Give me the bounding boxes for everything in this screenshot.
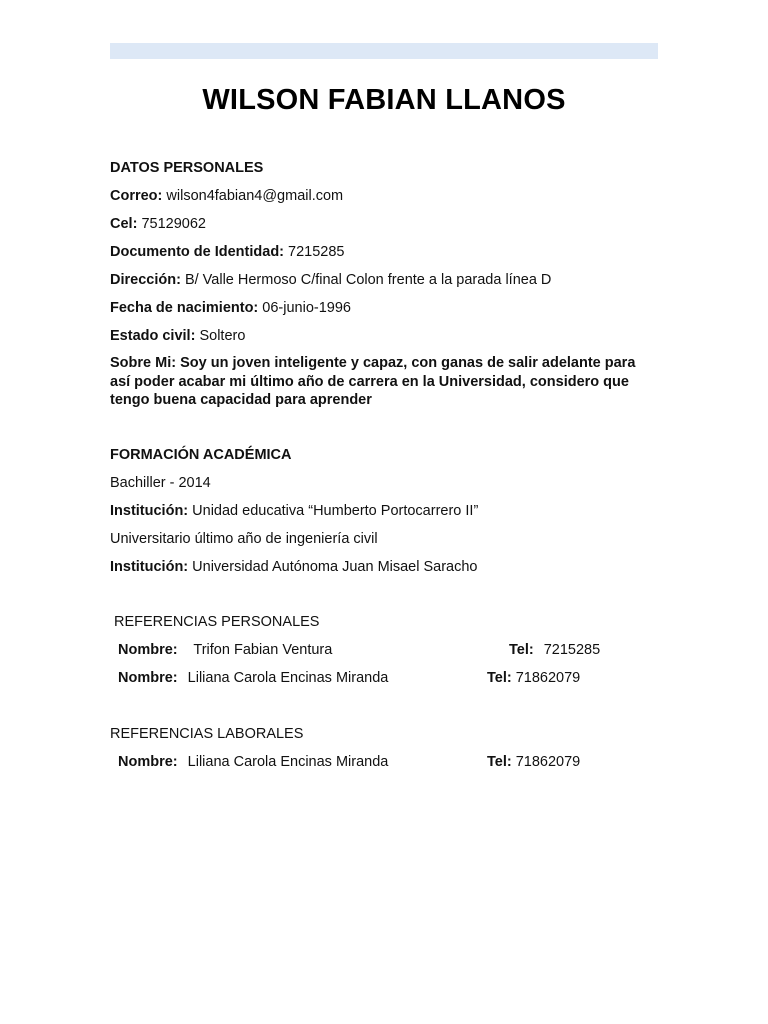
section-heading-personal: DATOS PERSONALES <box>110 160 264 176</box>
name-label: Nombre: <box>118 642 178 658</box>
personal-reference-1-tel: 7215285 <box>543 642 601 658</box>
tel-label: Tel: <box>487 754 512 770</box>
address-label: Dirección: <box>110 272 181 288</box>
personal-reference-2-name-row <box>118 669 388 687</box>
personal-reference-1-name: Trifon Fabian Ventura <box>193 642 333 658</box>
cel-row <box>110 215 206 233</box>
work-reference-1-tel: 71862079 <box>515 754 581 770</box>
address-row <box>110 271 551 289</box>
id-value: 7215285 <box>288 244 345 260</box>
name-label: Nombre: <box>118 670 178 686</box>
header-band <box>110 43 658 59</box>
tel-label: Tel: <box>509 642 534 658</box>
degree-2: Universitario último año de ingeniería civil <box>110 531 378 547</box>
civil-row <box>110 327 245 345</box>
institution-label: Institución: <box>110 503 189 519</box>
civil-label: Estado civil: <box>110 328 196 344</box>
work-reference-1-tel-row <box>487 753 580 771</box>
birth-value: 06-junio-1996 <box>262 300 351 316</box>
institution-2-value: Universidad Autónoma Juan Misael Saracho <box>192 559 478 575</box>
birth-row <box>110 299 351 317</box>
email-row <box>110 187 343 205</box>
cel-label: Cel: <box>110 216 138 232</box>
address-value: B/ Valle Hermoso C/final Colon frente a la parada línea D <box>184 272 552 288</box>
work-reference-1-name-row <box>118 753 388 771</box>
about-paragraph <box>110 354 640 410</box>
page-title: WILSON FABIAN LLANOS <box>202 84 566 116</box>
cel-value: 75129062 <box>141 216 206 232</box>
email-label: Correo: <box>110 188 163 204</box>
section-heading-work-references: REFERENCIAS LABORALES <box>110 726 304 742</box>
institution-1-value: Unidad educativa “Humberto Portocarrero II” <box>192 503 479 519</box>
id-row <box>110 243 344 261</box>
institution-1-row <box>110 502 478 520</box>
personal-reference-2-tel-row <box>487 669 580 687</box>
birth-label: Fecha de nacimiento: <box>110 300 259 316</box>
tel-label: Tel: <box>487 670 512 686</box>
personal-reference-1-name-row <box>118 641 332 659</box>
personal-reference-1-tel-row <box>509 641 600 659</box>
work-reference-1-name: Liliana Carola Encinas Miranda <box>187 754 389 770</box>
section-heading-education: FORMACIÓN ACADÉMICA <box>110 447 292 463</box>
about-label: Sobre Mi: <box>110 355 177 371</box>
degree-1: Bachiller - 2014 <box>110 475 211 491</box>
name-label: Nombre: <box>118 754 178 770</box>
about-value: Soy un joven inteligente y capaz, con ganas de salir adelante para así poder acabar mi último año de carrera en la Universidad, considero que tengo buena capacidad para aprender <box>110 355 636 408</box>
personal-reference-2-name: Liliana Carola Encinas Miranda <box>187 670 389 686</box>
institution-2-row <box>110 558 478 576</box>
personal-reference-2-tel: 71862079 <box>515 670 581 686</box>
email-value: wilson4fabian4@gmail.com <box>166 188 344 204</box>
id-label: Documento de Identidad: <box>110 244 284 260</box>
institution-label: Institución: <box>110 559 189 575</box>
section-heading-personal-references: REFERENCIAS PERSONALES <box>114 614 320 630</box>
civil-value: Soltero <box>199 328 246 344</box>
